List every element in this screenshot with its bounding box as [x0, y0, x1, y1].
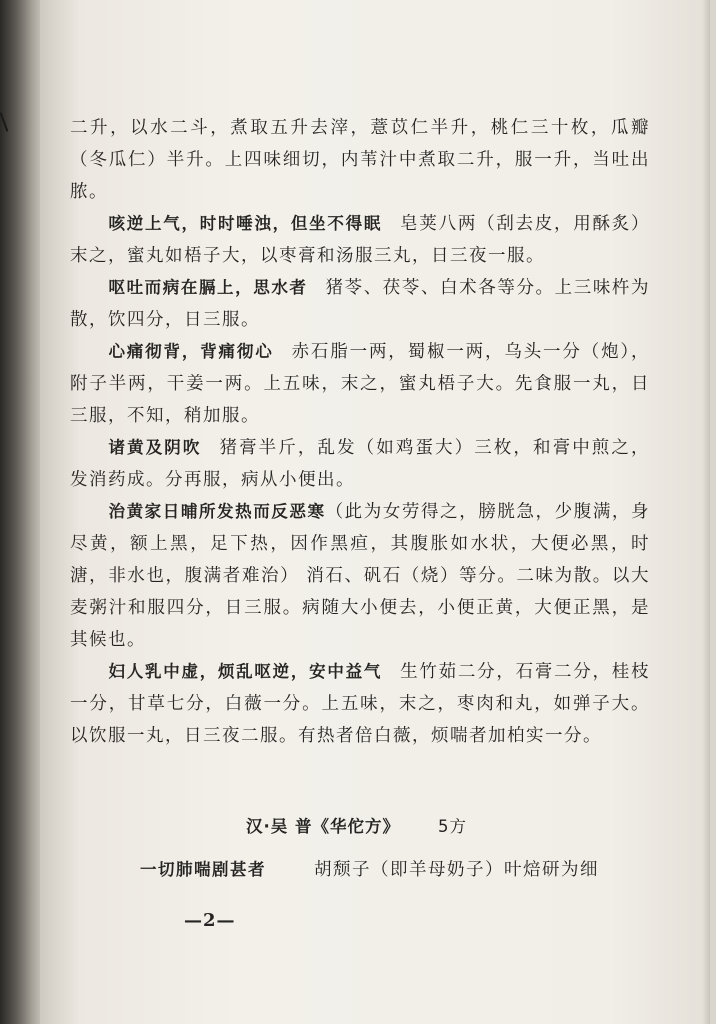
paragraph-continuation: 二升，以水二斗，煮取五升去滓，薏苡仁半升，桃仁三十枚，瓜瓣（冬瓜仁）半升。上四味细切，内苇汁中煮取二升，服一升，当吐出脓。 — [70, 118, 650, 202]
paragraph-jaundice — [70, 432, 650, 496]
source-count: 5方 — [438, 817, 468, 836]
source-title: 汉·吴 普《华佗方》 — [246, 817, 401, 836]
last-entry — [140, 856, 670, 881]
page-number: —2— — [184, 910, 236, 931]
paragraph-body: 皂荚八两（刮去皮，用酥炙）末之，蜜丸如梧子大，以枣膏和汤服三丸，日三夜一服。 — [70, 214, 651, 266]
paragraph-vomiting — [70, 272, 650, 336]
paragraph-heading: 咳逆上气，时时唾浊，但坐不得眠 — [108, 214, 383, 233]
paragraph-women — [70, 656, 650, 752]
paragraph-fever — [70, 496, 650, 656]
paragraph-heading: 心痛彻背，背痛彻心 — [108, 342, 274, 361]
paragraph-body: 赤石脂一两，蜀椒一两，乌头一分（炮），附子半两，干姜一两。上五味，末之，蜜丸梧子大。先食服一丸，日三服，不知，稍加服。 — [70, 342, 651, 426]
page-edge — [702, 0, 710, 1024]
last-entry-heading: 一切肺喘剧甚者 — [140, 860, 266, 879]
paragraph-heart-pain — [70, 336, 650, 432]
paragraph-heading: 诸黄及阴吹 — [108, 438, 202, 457]
paragraph-body: 猪膏半斤，乱发（如鸡蛋大）三枚，和膏中煎之，发消药成。分再服，病从小便出。 — [70, 438, 651, 490]
book-spine — [0, 0, 44, 1024]
last-entry-body: 胡颓子（即羊母奶子）叶焙研为细 — [314, 860, 599, 880]
paragraph-body: 生竹茹二分，石膏二分，桂枝一分，甘草七分，白薇一分。上五味，末之，枣肉和丸，如弹子大。以饮服一丸，日三夜二服。有热者倍白薇，烦喘者加柏实一分。 — [70, 662, 651, 746]
source-heading — [246, 813, 467, 837]
paragraph-body: 猪苓、茯苓、白术各等分。上三味杵为散，饮四分，日三服。 — [70, 278, 651, 330]
paragraph-body: （此为女劳得之，膀胱急，少腹满，身尽黄，额上黑，足下热，因作黑疸，其腹胀如水状，大便必黑，时溏，非水也，腹满者难治） 消石、矾石（烧）等分。二味为散。以大麦粥汁和服四分，日三服。病随大小便去，小便正黄，大便正黑，是其候也。 — [70, 502, 651, 650]
paragraph-cough — [70, 208, 650, 272]
paragraph-heading: 呕吐而病在膈上，思水者 — [108, 278, 308, 297]
body-text — [70, 112, 650, 752]
paragraph-heading: 妇人乳中虚，烦乱呕逆，安中益气 — [108, 662, 383, 681]
paragraph-heading: 治黄家日晡所发热而反恶寒 — [108, 502, 326, 521]
